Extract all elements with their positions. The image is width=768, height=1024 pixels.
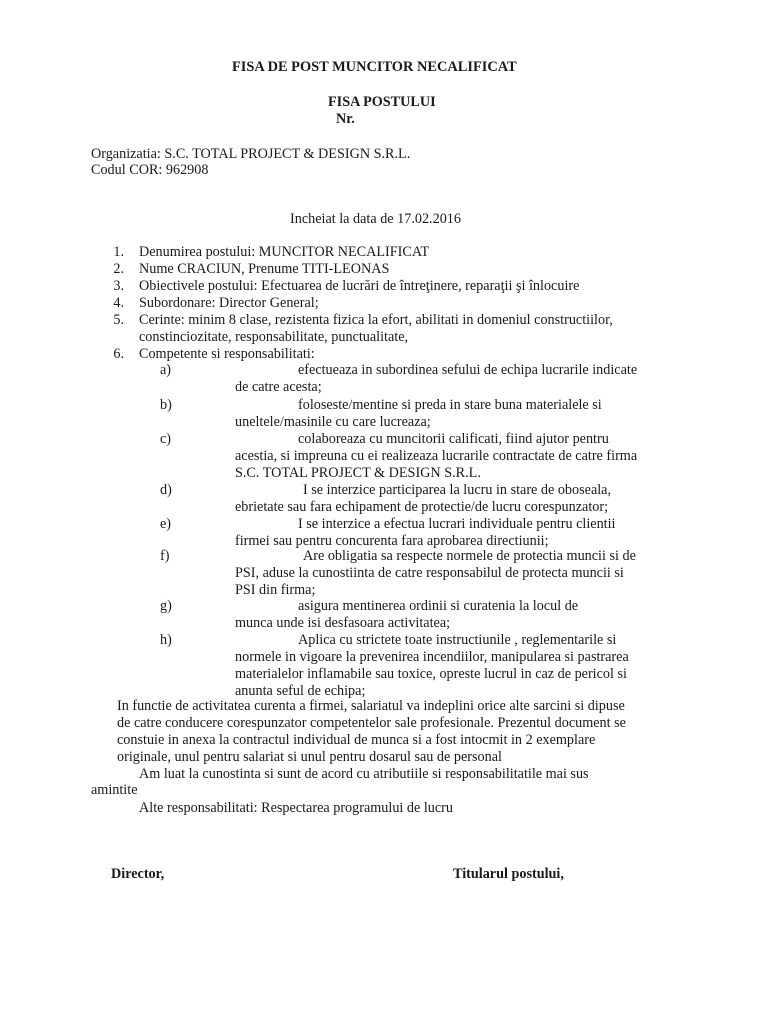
paragraph-line: constuie in anexa la contractul individual de munca si a fost intocmit in 2 exemplare (117, 732, 596, 748)
sub-item-first-line: colaboreaza cu muncitorii calificati, fiind ajutor pentru (298, 431, 609, 447)
sub-item-letter: g) (160, 598, 172, 614)
cor-code-line: Codul COR: 962908 (91, 162, 209, 178)
sub-item-first-line: I se interzice a efectua lucrari individuale pentru clientii (298, 516, 616, 532)
list-item-number: 3. (113, 278, 124, 294)
organization-line: Organizatia: S.C. TOTAL PROJECT & DESIGN S.R.L. (91, 146, 411, 162)
list-item-text: Cerinte: minim 8 clase, rezistenta fizica la efort, abilitati in domeniul constructiilor, (139, 312, 613, 328)
document-title: FISA DE POST MUNCITOR NECALIFICAT (232, 59, 517, 75)
signature-employee: Titularul postului, (453, 866, 564, 882)
sub-item-first-line: Are obligatia sa respecte normele de protectia muncii si de (303, 548, 636, 564)
sub-item-continuation: PSI, aduse la cunostiinta de catre responsabilul de protecta muncii si (235, 565, 624, 581)
sub-item-first-line: efectueaza in subordinea sefului de echipa lucrarile indicate (298, 362, 638, 378)
list-item-text: Nume CRACIUN, Prenume TITI-LEONAS (139, 261, 390, 277)
sub-item-continuation: munca unde isi desfasoara activitatea; (235, 615, 451, 631)
document-number-label: Nr. (336, 111, 355, 127)
list-item-text: Denumirea postului: MUNCITOR NECALIFICAT (139, 244, 430, 260)
sub-item-first-line: I se interzice participarea la lucru in stare de oboseala, (303, 482, 612, 498)
sub-item-continuation: firmei sau pentru concurenta fara aprobarea directiunii; (235, 533, 549, 549)
sub-item-letter: h) (160, 632, 172, 648)
sub-item-continuation: de catre acesta; (235, 379, 322, 395)
sub-item-continuation: PSI din firma; (235, 582, 316, 598)
sub-item-first-line: foloseste/mentine si preda in stare buna materialele si (298, 397, 602, 413)
sub-item-continuation: ebrietate sau fara echipament de protectie/de lucru corespunzator; (235, 499, 609, 515)
paragraph-line: de catre conducere corespunzator competentelor sale profesionale. Prezentul document se (117, 715, 626, 731)
sub-item-letter: a) (160, 362, 172, 378)
sub-item-letter: f) (160, 548, 170, 564)
paragraph-line: originale, unul pentru salariat si unul pentru dosarul sau de personal (117, 749, 502, 765)
list-item-number: 1. (113, 244, 124, 260)
document-subtitle: FISA POSTULUI (328, 94, 436, 110)
sub-item-letter: c) (160, 431, 172, 447)
list-item-number: 6. (113, 346, 124, 362)
sub-item-continuation: uneltele/masinile cu care lucreaza; (235, 414, 431, 430)
sub-item-continuation: S.C. TOTAL PROJECT & DESIGN S.R.L. (235, 465, 481, 481)
sub-item-continuation: acestia, si impreuna cu ei realizeaza lucrarile contractate de catre firma (235, 448, 638, 464)
sub-item-continuation: materialelor inflamabile sau toxice, opreste lucrul in caz de pericol si (235, 666, 627, 682)
paragraph-line: Am luat la cunostinta si sunt de acord cu atributiile si responsabilitatile mai sus (139, 766, 589, 782)
sub-item-letter: b) (160, 397, 172, 413)
paragraph-line: Alte responsabilitati: Respectarea programului de lucru (139, 800, 453, 816)
list-item-text: constinciozitate, responsabilitate, punctualitate, (139, 329, 409, 345)
paragraph-line: In functie de activitatea curenta a firmei, salariatul va indeplini orice alte sarcini si dipuse (117, 698, 625, 714)
signature-director: Director, (111, 866, 165, 882)
paragraph-line: amintite (91, 782, 138, 798)
sub-item-letter: e) (160, 516, 172, 532)
sub-item-continuation: normele in vigoare la prevenirea incendiilor, manipularea si pastrarea (235, 649, 629, 665)
date-line: Incheiat la data de 17.02.2016 (290, 211, 461, 227)
list-item-number: 5. (113, 312, 124, 328)
list-item-number: 4. (113, 295, 124, 311)
sub-item-letter: d) (160, 482, 172, 498)
list-item-text: Obiectivele postului: Efectuarea de lucrări de întreţinere, reparaţii şi înlocuire (139, 278, 580, 294)
sub-item-first-line: asigura mentinerea ordinii si curatenia la locul de (298, 598, 579, 614)
list-item-number: 2. (113, 261, 124, 277)
sub-item-continuation: anunta seful de echipa; (235, 683, 366, 699)
list-item-text: Subordonare: Director General; (139, 295, 319, 311)
sub-item-first-line: Aplica cu strictete toate instructiunile , reglementarile si (298, 632, 617, 648)
list-item-text: Competente si responsabilitati: (139, 346, 315, 362)
